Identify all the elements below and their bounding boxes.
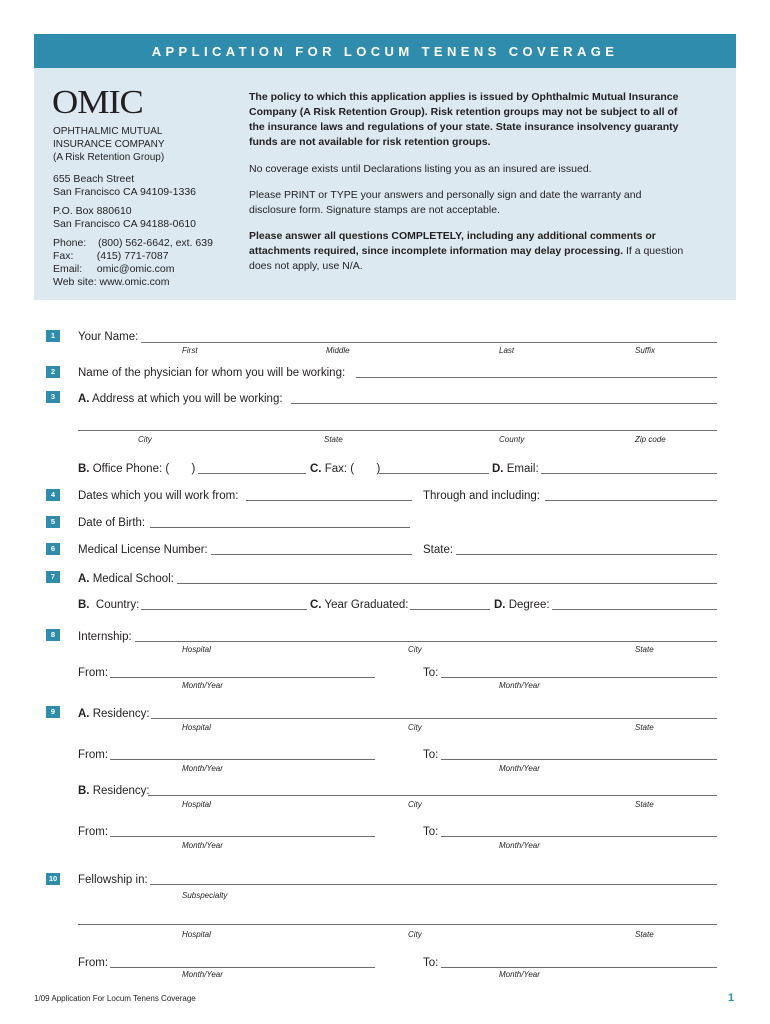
question-number-9: 9 <box>46 706 60 718</box>
internship-from-label: From: <box>78 667 109 679</box>
year-graduated-label <box>310 598 408 612</box>
residency-a-field[interactable] <box>151 718 717 719</box>
fellowship-from-field[interactable] <box>110 967 375 968</box>
county-caption: County <box>499 435 525 444</box>
hospital-caption: Hospital <box>182 645 211 654</box>
residency-a-to-label: To: <box>423 749 439 761</box>
omic-logo: OMIC <box>52 84 143 121</box>
page-number: 1 <box>728 992 735 1004</box>
city-caption: City <box>408 645 422 654</box>
through-label: Through and including: <box>423 490 540 502</box>
first-name-caption: First <box>182 346 198 355</box>
zip-code-caption: Zip code <box>635 435 666 444</box>
medical-school-text: Medical School: <box>89 573 174 585</box>
item-c-mark: C. <box>310 599 322 611</box>
city-address-2: San Francisco CA 94188-0610 <box>53 218 197 230</box>
residency-b-text: Residency: <box>89 785 150 797</box>
item-d-mark: D. <box>492 463 504 475</box>
fellowship-subspecialty-field[interactable] <box>150 884 717 885</box>
hospital-caption: Hospital <box>182 930 211 939</box>
residency-b-to-field[interactable] <box>441 836 717 837</box>
internship-label: Internship: <box>78 631 132 643</box>
company-fax: Fax: (415) 771-7087 <box>53 250 169 262</box>
residency-a-from-field[interactable] <box>110 759 375 760</box>
state-caption: State <box>635 930 654 939</box>
item-c-mark: C. <box>310 463 322 475</box>
suffix-caption: Suffix <box>635 346 656 355</box>
company-name-line1: OPHTHALMIC MUTUAL <box>53 126 163 137</box>
hospital-caption: Hospital <box>182 800 211 809</box>
degree-text: Degree: <box>505 599 550 611</box>
po-box: P.O. Box 880610 <box>53 205 132 217</box>
office-phone-label <box>78 462 195 476</box>
city-caption: City <box>408 800 422 809</box>
company-name-line2: INSURANCE COMPANY <box>53 139 165 150</box>
question-number-8: 8 <box>46 629 60 641</box>
month-year-caption: Month/Year <box>499 841 540 850</box>
item-a-mark: A. <box>78 393 90 405</box>
internship-from-field[interactable] <box>110 677 375 678</box>
item-b-mark: B. <box>78 599 90 611</box>
fellowship-to-field[interactable] <box>441 967 717 968</box>
question-number-1: 1 <box>46 330 60 342</box>
year-graduated-field[interactable] <box>410 609 490 610</box>
company-name-line3: (A Risk Retention Group) <box>53 152 165 163</box>
state-caption: State <box>324 435 343 444</box>
month-year-caption: Month/Year <box>499 970 540 979</box>
intro-paragraph-2: No coverage exists until Declarations listing you as an insured are issued. <box>249 163 592 175</box>
residency-b-to-label: To: <box>423 826 439 838</box>
residency-b-from-field[interactable] <box>110 836 375 837</box>
fax-label <box>310 462 380 476</box>
office-phone-field[interactable] <box>198 473 306 474</box>
residency-b-label <box>78 784 150 798</box>
fellowship-label: Fellowship in: <box>78 874 148 886</box>
work-address-line-2-field[interactable] <box>78 430 717 431</box>
email-label <box>492 462 539 476</box>
work-address-field[interactable] <box>291 403 717 404</box>
residency-a-to-field[interactable] <box>441 759 717 760</box>
state-caption: State <box>635 645 654 654</box>
city-caption: City <box>138 435 152 444</box>
item-d-mark: D. <box>494 599 506 611</box>
question-number-6: 6 <box>46 543 60 555</box>
item-a-mark: A. <box>78 573 90 585</box>
company-phone: Phone: (800) 562-6642, ext. 639 <box>53 237 213 249</box>
degree-field[interactable] <box>552 609 717 610</box>
your-name-label: Your Name: <box>78 331 139 343</box>
residency-a-text: Residency: <box>89 708 150 720</box>
internship-to-label: To: <box>423 667 439 679</box>
subspecialty-caption: Subspecialty <box>182 891 228 900</box>
intro-paragraph-4-bold: Please answer all questions COMPLETELY, including any additional comments or attachments required, since incomplete information may delay processing. <box>249 230 656 257</box>
internship-to-field[interactable] <box>441 677 717 678</box>
question-number-3: 3 <box>46 391 60 403</box>
fellowship-to-label: To: <box>423 957 439 969</box>
company-email: Email: omic@omic.com <box>53 263 175 275</box>
country-field[interactable] <box>141 609 307 610</box>
medical-school-field[interactable] <box>177 583 717 584</box>
office-phone-text: Office Phone: ( ) <box>89 463 196 475</box>
license-number-field[interactable] <box>211 554 412 555</box>
residency-a-from-label: From: <box>78 749 109 761</box>
residency-a-label <box>78 707 150 721</box>
item-a-mark: A. <box>78 708 90 720</box>
through-field[interactable] <box>545 500 717 501</box>
month-year-caption: Month/Year <box>182 764 223 773</box>
dates-from-field[interactable] <box>246 500 412 501</box>
fellowship-from-label: From: <box>78 957 109 969</box>
residency-b-from-label: From: <box>78 826 109 838</box>
city-caption: City <box>408 930 422 939</box>
middle-name-caption: Middle <box>326 346 350 355</box>
intro-paragraph-4-rest: If a question does not apply, use N/A. <box>249 245 684 272</box>
work-address-label <box>78 392 283 406</box>
intro-paragraph-1: The policy to which this application applies is issued by Ophthalmic Mutual Insurance Company (A Risk Retention Group). Risk retention groups may not be subject to all of the insurance laws and regulations of your state. State insurance insolvency guaranty funds are not available for risk retention groups. <box>249 91 679 148</box>
physician-label: Name of the physician for whom you will be working: <box>78 367 346 379</box>
email-text: Email: <box>503 463 539 475</box>
question-number-7: 7 <box>46 571 60 583</box>
country-text: Country: <box>89 599 140 611</box>
question-number-4: 4 <box>46 489 60 501</box>
city-caption: City <box>408 723 422 732</box>
year-graduated-text: Year Graduated: <box>321 599 409 611</box>
month-year-caption: Month/Year <box>499 764 540 773</box>
state-caption: State <box>635 800 654 809</box>
item-b-mark: B. <box>78 785 90 797</box>
dates-from-label: Dates which you will work from: <box>78 490 239 502</box>
email-field[interactable] <box>541 473 717 474</box>
physician-field[interactable] <box>356 377 717 378</box>
fax-text: Fax: ( ) <box>321 463 381 475</box>
month-year-caption: Month/Year <box>499 681 540 690</box>
footer-form-id: 1/09 Application For Locum Tenens Coverage <box>34 994 196 1003</box>
internship-field[interactable] <box>135 641 717 642</box>
residency-b-field[interactable] <box>148 795 717 796</box>
question-number-2: 2 <box>46 366 60 378</box>
license-number-label: Medical License Number: <box>78 544 208 556</box>
month-year-caption: Month/Year <box>182 841 223 850</box>
country-label <box>78 598 139 612</box>
fellowship-hospital-field[interactable] <box>78 924 717 925</box>
degree-label <box>494 598 550 612</box>
item-b-mark: B. <box>78 463 90 475</box>
date-of-birth-field[interactable] <box>150 527 410 528</box>
intro-paragraph-3: Please PRINT or TYPE your answers and personally sign and date the warranty and disclosure form. Signature stamps are not acceptable. <box>249 189 642 216</box>
question-number-5: 5 <box>46 516 60 528</box>
last-name-caption: Last <box>499 346 515 355</box>
date-of-birth-label: Date of Birth: <box>78 517 146 529</box>
license-state-field[interactable] <box>456 554 717 555</box>
form-title: APPLICATION FOR LOCUM TENENS COVERAGE <box>34 34 736 68</box>
question-number-10: 10 <box>46 873 60 885</box>
month-year-caption: Month/Year <box>182 970 223 979</box>
intro-paragraph-4 <box>249 229 689 274</box>
city-address-1: San Francisco CA 94109-1336 <box>53 186 197 198</box>
company-website: Web site: www.omic.com <box>53 276 170 288</box>
license-state-label: State: <box>423 544 454 556</box>
your-name-field[interactable] <box>141 342 717 343</box>
hospital-caption: Hospital <box>182 723 211 732</box>
month-year-caption: Month/Year <box>182 681 223 690</box>
medical-school-label <box>78 572 174 586</box>
fax-field[interactable] <box>379 473 489 474</box>
state-caption: State <box>635 723 654 732</box>
street-address: 655 Beach Street <box>53 173 135 185</box>
work-address-text: Address at which you will be working: <box>89 393 283 405</box>
